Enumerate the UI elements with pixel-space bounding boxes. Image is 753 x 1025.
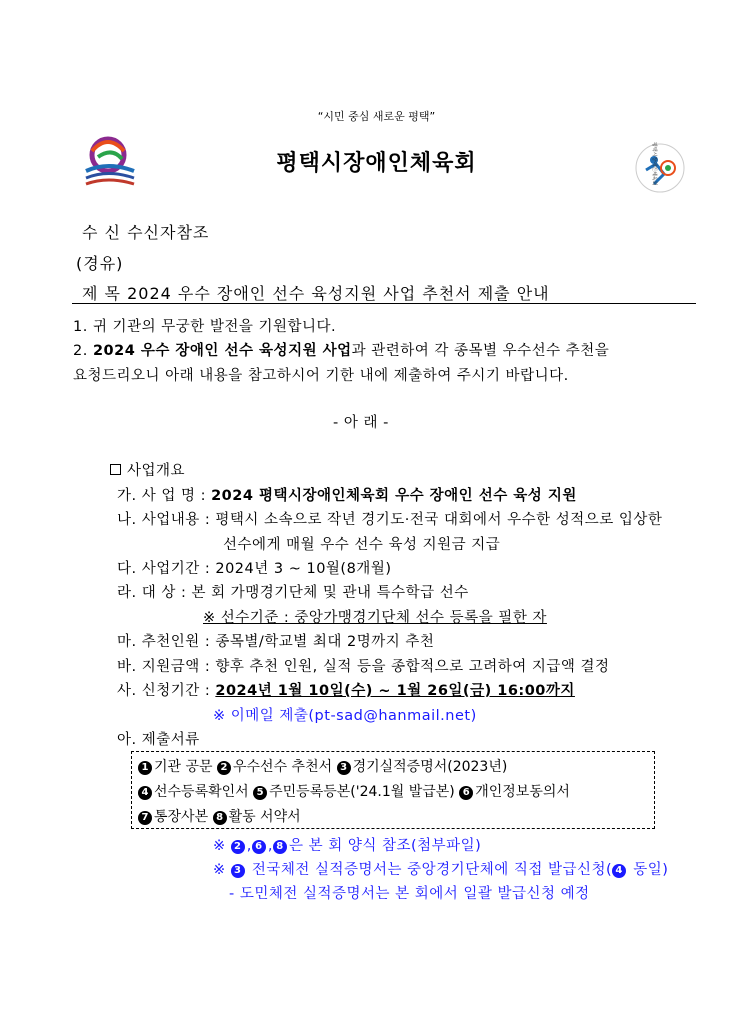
number-2-icon: 2 xyxy=(217,761,231,775)
provincial-games-note: - 도민체전 실적증명서는 본 회에서 일괄 발급신청 예정 xyxy=(229,886,590,902)
section-title: 사업개요 xyxy=(110,459,185,480)
documents-box xyxy=(131,751,655,829)
item-na-cont: 선수에게 매월 우수 선수 육성 지원금 지급 xyxy=(223,537,501,553)
below-heading: - 아 래 - xyxy=(333,415,389,431)
subject-line: 제 목 2024 우수 장애인 선수 육성지원 사업 추천서 제출 안내 xyxy=(82,284,550,303)
item-ma: 마. 추천인원 : 종목별/학교별 최대 2명까지 추천 xyxy=(117,634,435,650)
right-logo-text: 평택시장애인체육회 xyxy=(651,142,657,186)
number-4-icon: 4 xyxy=(612,864,626,878)
number-8-icon: 8 xyxy=(273,840,287,854)
number-3-icon: 3 xyxy=(337,761,351,775)
intro-line-2: 2. 2024 우수 장애인 선수 육성지원 사업과 관련하여 각 종목별 우수선수 추천을 xyxy=(73,343,610,359)
organization-title: 평택시장애인체육회 xyxy=(276,151,477,176)
item-ra: 라. 대 상 : 본 회 가맹경기단체 및 관내 특수학급 선수 xyxy=(117,585,469,601)
number-4-icon: 4 xyxy=(138,786,152,800)
intro-line-1: 1. 귀 기관의 무궁한 발전을 기원합니다. xyxy=(73,319,337,335)
header-divider xyxy=(72,303,696,304)
intro-line-3: 요청드리오니 아래 내용을 참고하시어 기한 내에 제출하여 주시기 바랍니다. xyxy=(73,368,569,384)
number-6-icon: 6 xyxy=(252,840,266,854)
item-ba: 바. 지원금액 : 향후 추천 인원, 실적 등을 종합적으로 고려하여 지급액 결정 xyxy=(117,659,610,675)
sports-council-logo xyxy=(632,140,688,196)
item-ga: 가. 사 업 명 : 2024 평택시장애인체육회 우수 장애인 선수 육성 지원 xyxy=(117,488,577,504)
number-6-icon: 6 xyxy=(459,786,473,800)
number-8-icon: 8 xyxy=(213,811,227,825)
number-7-icon: 7 xyxy=(138,811,152,825)
item-a: 아. 제출서류 xyxy=(117,732,200,748)
number-1-icon: 1 xyxy=(138,761,152,775)
recipient-line: 수 신 수신자참조 xyxy=(82,223,210,242)
documents-row-1: 1 기관 공문 2 우수선수 추천서 3 경기실적증명서(2023년) xyxy=(138,756,507,776)
number-3-icon: 3 xyxy=(231,864,245,878)
checkbox-square-icon xyxy=(110,464,121,475)
item-sa: 사. 신청기간 : 2024년 1월 10일(수) ~ 1월 26일(금) 16:00까지 xyxy=(117,683,575,699)
forms-note: ※ 2 , 6 , 8 은 본 회 양식 참조(첨부파일) xyxy=(213,838,482,854)
slogan: “시민 중심 새로운 평택” xyxy=(317,110,436,123)
number-5-icon: 5 xyxy=(253,786,267,800)
national-games-note: ※ 3 전국체전 실적증명서는 중앙경기단체에 직접 발급신청( 4 동일) xyxy=(213,862,669,878)
item-na: 나. 사업내용 : 평택시 소속으로 작년 경기도·전국 대회에서 우수한 성적으로 입상한 xyxy=(117,512,663,528)
number-2-icon: 2 xyxy=(231,840,245,854)
via-line: (경유) xyxy=(76,254,124,273)
documents-row-3: 7 통장사본 8 활동 서약서 xyxy=(138,806,301,826)
item-da: 다. 사업기간 : 2024년 3 ~ 10월(8개월) xyxy=(117,561,392,577)
email-note: ※ 이메일 제출(pt-sad@hanmail.net) xyxy=(213,708,477,724)
item-ra-note: ※ 선수기준 : 중앙가맹경기단체 선수 등록을 필한 자 xyxy=(203,610,547,626)
documents-row-2: 4 선수등록확인서 5 주민등록등본('24.1월 발급본) 6 개인정보동의서 xyxy=(138,781,570,801)
